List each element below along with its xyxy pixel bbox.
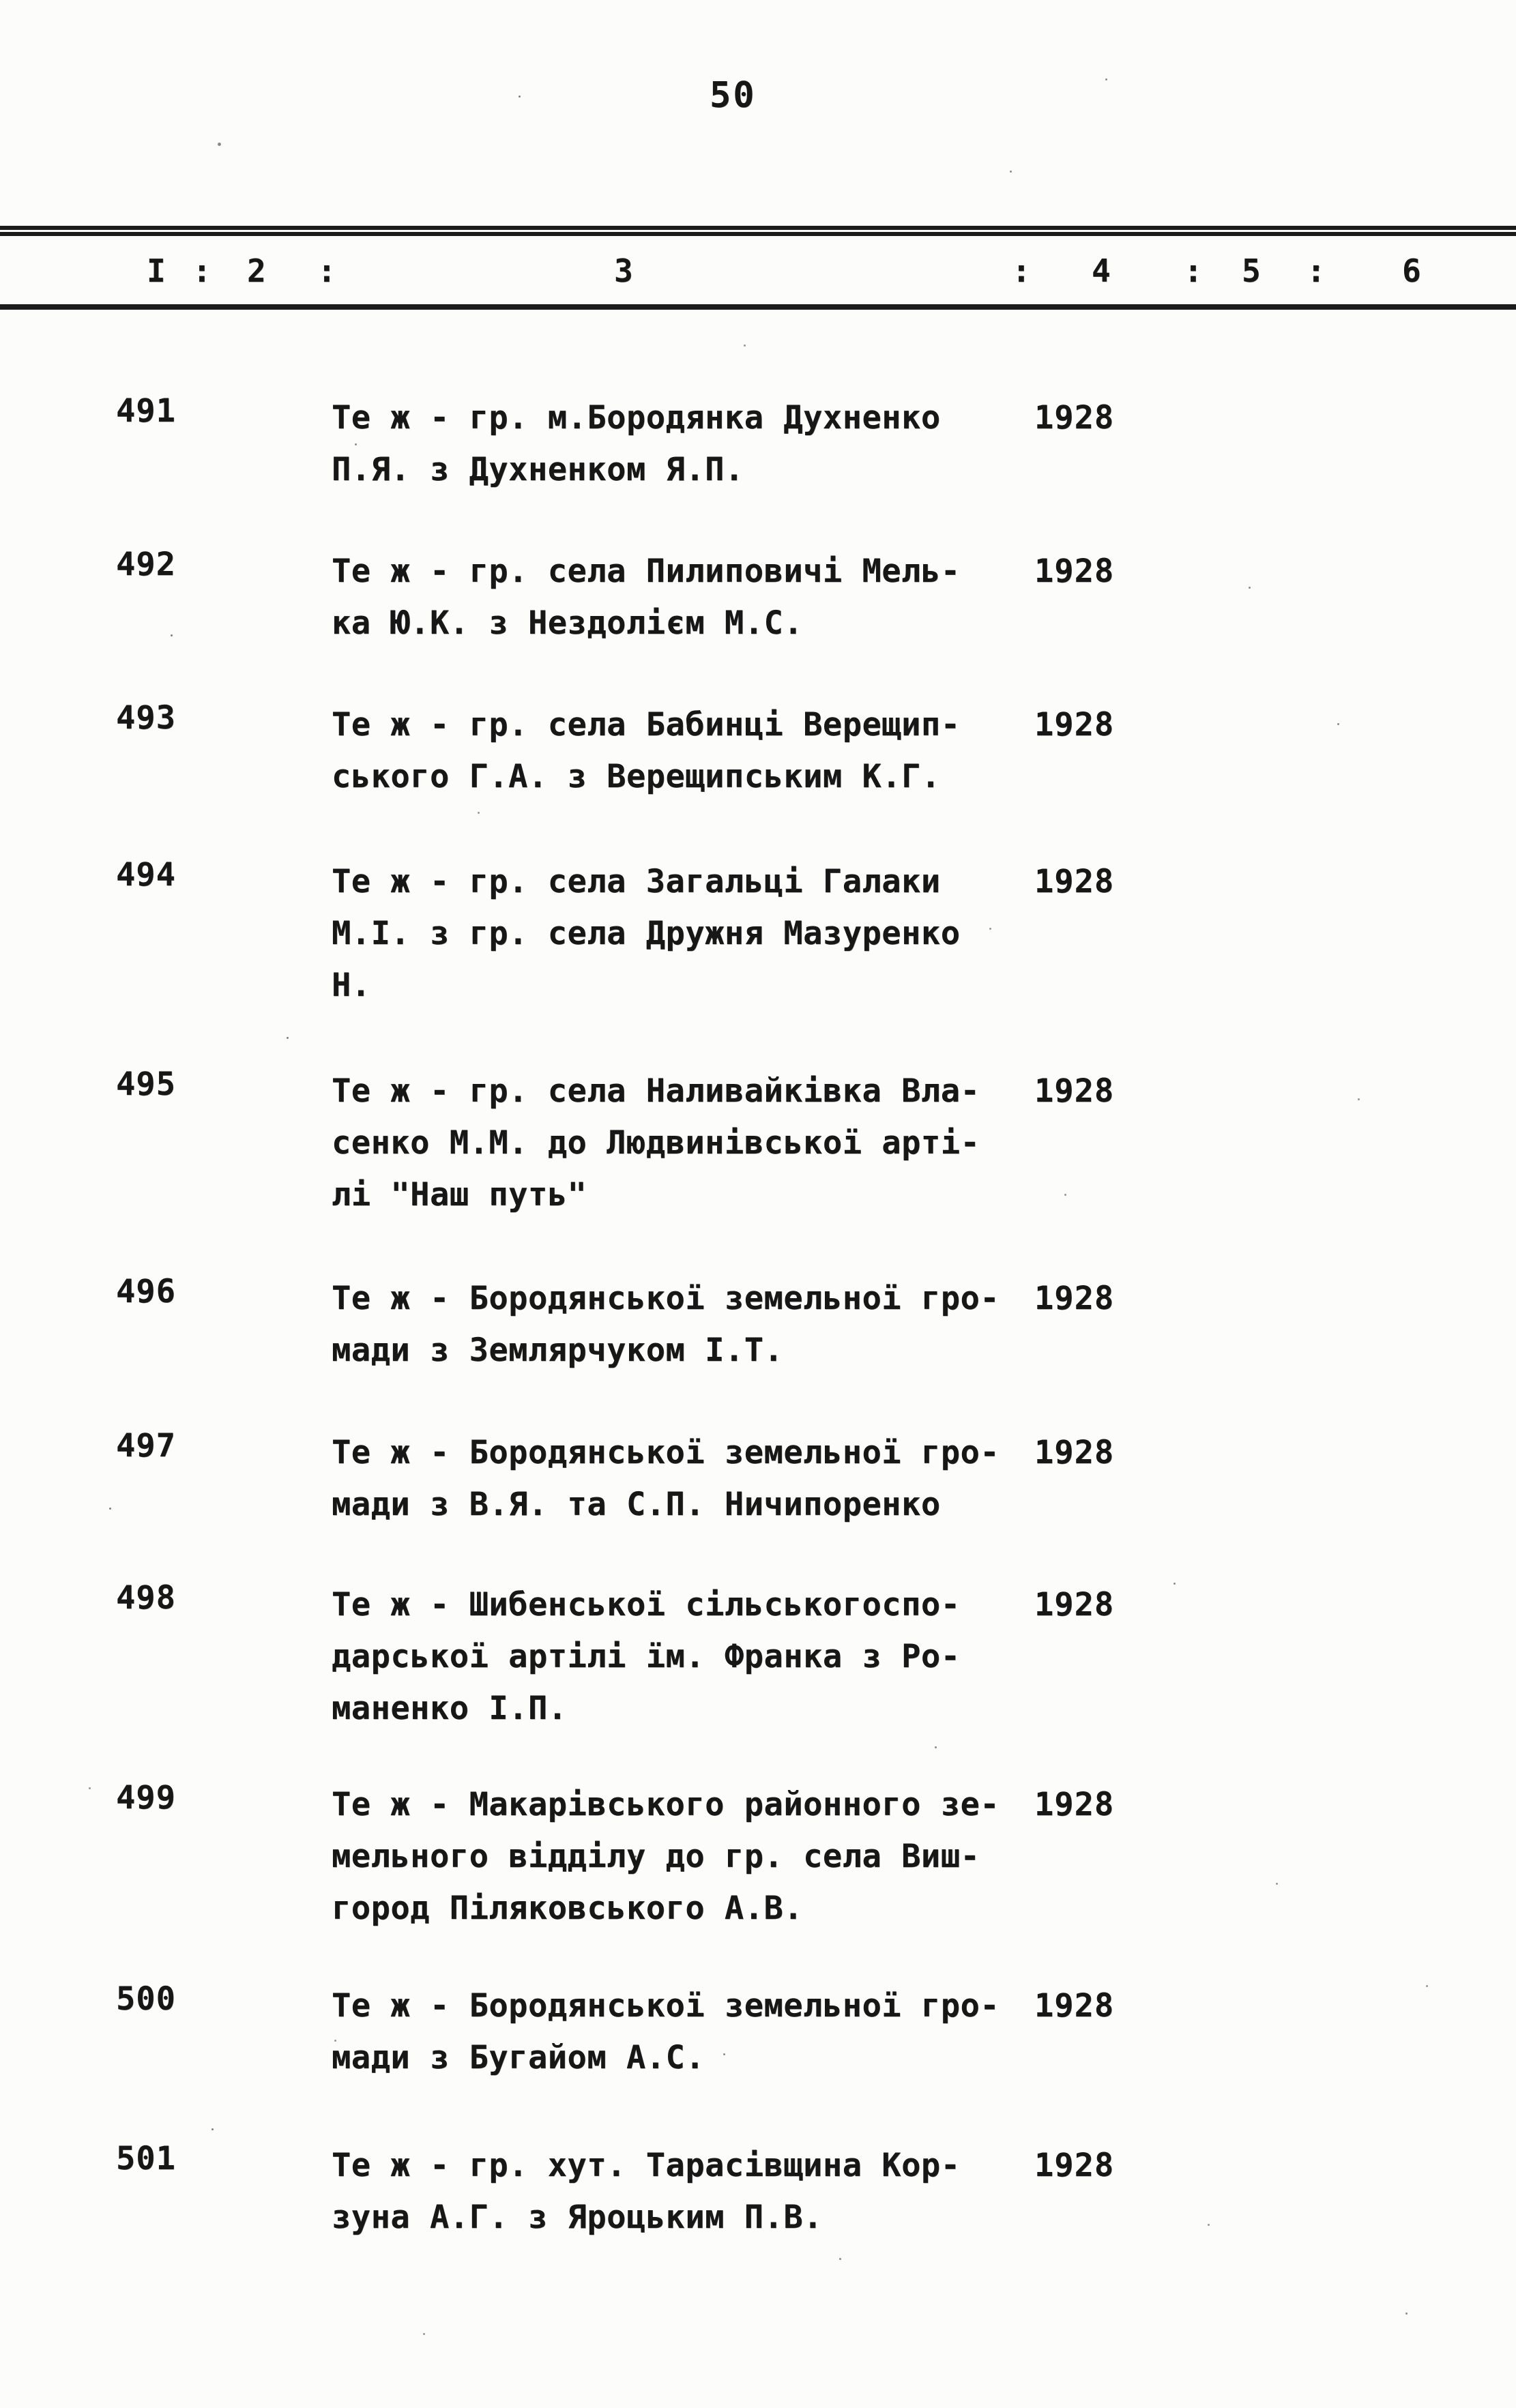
column-separator: : (1307, 252, 1326, 289)
entry-description-line: Те ж - Бородянської земельної гро- (332, 1280, 1000, 1317)
column-header-4: 4 (1092, 252, 1111, 289)
entry-description (332, 1273, 1055, 1377)
entry-description-line: ка Ю.К. з Нездолієм М.С. (332, 604, 804, 642)
entry-description-line: Те ж - Бородянської земельної гро- (332, 1987, 1000, 2025)
entry-description-line: Те ж - гр. села Пилиповичі Мель- (332, 553, 961, 590)
entry-description-line: ського Г.А. з Верещипським К.Г. (332, 758, 941, 795)
entry-description (332, 2140, 1055, 2244)
entry-description-line: маненко І.П. (332, 1690, 568, 1727)
entry-description-line: город Піляковського А.В. (332, 1890, 804, 1927)
entry-description-line: мади з Бугайом А.С. (332, 2039, 705, 2076)
column-separator: : (1184, 252, 1203, 289)
entry-year: 1928 (1034, 863, 1115, 900)
header-top-rule-2 (0, 232, 1516, 236)
entry-description (332, 392, 1055, 496)
entry-description-line: зуна А.Г. з Яроцьким П.В. (332, 2199, 823, 2236)
entry-description-line: Те ж - Бородянської земельної гро- (332, 1434, 1000, 1471)
entry-number: 496 (116, 1273, 176, 1310)
column-separator: : (1012, 252, 1031, 289)
entry-number: 498 (116, 1579, 176, 1617)
entry-description-line: Те ж - гр. села Загальці Галаки (332, 863, 941, 900)
entry-number: 500 (116, 1980, 176, 2018)
entry-description-line: Те ж - Шибенської сільськогоспо- (332, 1586, 961, 1624)
entry-year: 1928 (1034, 1280, 1115, 1317)
entry-description (332, 1579, 1055, 1735)
entry-number: 492 (116, 546, 176, 583)
entry-description-line: П.Я. з Духненком Я.П. (332, 451, 744, 488)
scan-noise (0, 0, 2, 2)
entry-description-line: дарської артілі їм. Франка з Ро- (332, 1638, 961, 1675)
entry-description (332, 856, 1055, 1012)
entry-description-line: Те ж - гр. села Бабинці Верещип- (332, 706, 961, 744)
entry-description (332, 1427, 1055, 1531)
entry-description-line: мельного відділу до гр. села Виш- (332, 1838, 980, 1875)
entry-number: 494 (116, 856, 176, 894)
column-header-5: 5 (1242, 252, 1261, 289)
header-top-rule-1 (0, 226, 1516, 230)
entry-description-line: М.І. з гр. села Дружня Мазуренко (332, 915, 961, 952)
entry-number: 495 (116, 1066, 176, 1103)
column-header-3: 3 (614, 252, 633, 289)
entry-year: 1928 (1034, 706, 1115, 744)
column-header-1: I (147, 252, 166, 289)
entry-year: 1928 (1034, 1987, 1115, 2025)
column-separator: : (317, 252, 336, 289)
entry-number: 497 (116, 1427, 176, 1465)
entry-description-line: Н. (332, 967, 371, 1004)
entry-description-line: сенко М.М. до Людвинівської арті- (332, 1124, 980, 1162)
entry-description (332, 546, 1055, 649)
entry-year: 1928 (1034, 1072, 1115, 1110)
entry-year: 1928 (1034, 1434, 1115, 1471)
entry-description-line: Те ж - гр. хут. Тарасівщина Кор- (332, 2147, 961, 2184)
entry-description-line: мади з В.Я. та С.П. Ничипоренко (332, 1486, 941, 1523)
entry-number: 493 (116, 699, 176, 737)
entry-year: 1928 (1034, 553, 1115, 590)
entry-year: 1928 (1034, 399, 1115, 437)
entry-description (332, 1779, 1055, 1935)
column-header-6: 6 (1402, 252, 1421, 289)
entry-year: 1928 (1034, 1786, 1115, 1823)
entry-number: 491 (116, 392, 176, 430)
entry-year: 1928 (1034, 1586, 1115, 1624)
entry-number: 499 (116, 1779, 176, 1817)
column-separator: : (192, 252, 212, 289)
entry-number: 501 (116, 2140, 176, 2177)
entry-description-line: Те ж - гр. села Наливайківка Вла- (332, 1072, 980, 1110)
entry-description-line: Те ж - гр. м.Бородянка Духненко (332, 399, 941, 437)
column-header-2: 2 (247, 252, 266, 289)
page-number: 50 (710, 75, 757, 116)
entry-description-line: Те ж - Макарівського районного зе- (332, 1786, 1000, 1823)
entry-description (332, 699, 1055, 803)
entry-description (332, 1066, 1055, 1221)
entry-description (332, 1980, 1055, 2084)
header-bottom-rule (0, 304, 1516, 310)
entry-description-line: мади з Землярчуком І.Т. (332, 1332, 784, 1369)
entry-description-line: лі "Наш путь" (332, 1176, 587, 1214)
entry-year: 1928 (1034, 2147, 1115, 2184)
